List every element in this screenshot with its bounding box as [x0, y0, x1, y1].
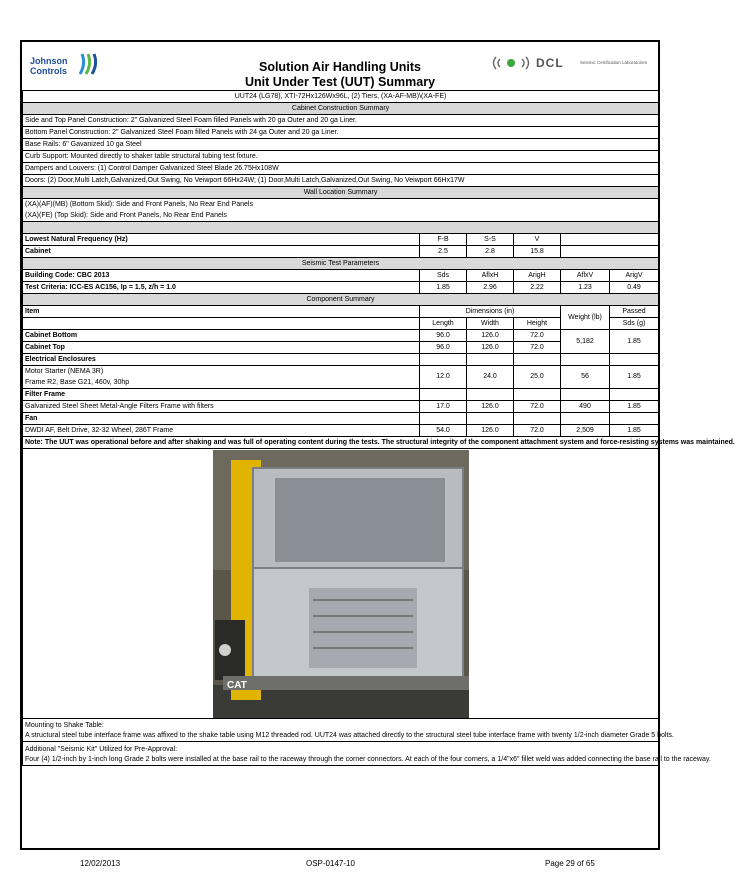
title-line2: Unit Under Test (UUT) Summary: [244, 75, 436, 89]
section-seismic-params: Seismic Test Parameters: [23, 258, 659, 270]
construction-row: Doors: (2) Door,Multi Latch,Galvanized,Out Swing, No Veiwport 66Hx24W; (1) Door,Multi Latch,Galvanized,Out Swing, No Veiwport 66Hx17W: [23, 175, 659, 187]
report-page: [20, 40, 735, 850]
seismic-value: 2.22: [514, 282, 561, 294]
component-length: 96.0: [420, 342, 467, 354]
component-height: 72.0: [514, 401, 561, 413]
construction-row: Dampers and Louvers: (1) Control Damper Galvanized Steel Blade 26.75Hx108W: [23, 163, 659, 175]
component-group: Filter Frame: [23, 389, 420, 401]
width-header: Width: [467, 318, 514, 330]
dcl-logo: [490, 56, 660, 70]
seismic-header: AflxV: [561, 270, 610, 282]
construction-row: Curb Support: Mounted directly to shaker table structural tubing test fixture.: [23, 151, 659, 163]
freq-value-fb: 2.5: [420, 246, 467, 258]
height-header: Height: [514, 318, 561, 330]
component-length: 12.0: [420, 366, 467, 389]
cabinet-sds: 1.85: [610, 330, 659, 354]
seismic-value: 0.49: [610, 282, 659, 294]
freq-header-ss: S-S: [467, 234, 514, 246]
seismic-value: 2.96: [467, 282, 514, 294]
building-code: Building Code: CBC 2013: [23, 270, 420, 282]
footer-date: 12/02/2013: [80, 859, 121, 868]
seismic-value: 1.85: [420, 282, 467, 294]
component-name: Galvanized Steel Sheet Metal-Angle Filters Frame with filters: [23, 401, 420, 413]
component-height: 72.0: [514, 425, 561, 437]
component-name: DWDI AF, Belt Drive, 32-32 Wheel, 286T Frame: [23, 425, 420, 437]
photo-cat-text: CAT: [226, 680, 247, 691]
component-width: 24.0: [467, 366, 514, 389]
component-name: Motor Starter (NEMA 3R): [23, 366, 420, 378]
uut-photo: [213, 450, 469, 718]
seismic-kit-section: [23, 742, 711, 766]
construction-row: Bottom Panel Construction: 2" Galvanized Steel Foam filled Panels with 24 ga Outer and 20 ga Liner.: [23, 127, 659, 139]
spacer-row: [23, 222, 659, 234]
section-component: Component Summary: [23, 294, 659, 306]
dimensions-header: Dimensions (in): [420, 306, 561, 318]
seismic-header: Sds: [420, 270, 467, 282]
cabinet-weight: 5,182: [561, 330, 610, 354]
seismic-kit-text: Four (4) 1/2-inch by 1-inch long Grade 2 bolts were installed at the base rail to the raceway through the corner connectors. At each of the four corners, a 1/4"x6" fillet weld was added connecting the base rail to the raceway.: [25, 756, 711, 763]
component-length: 17.0: [420, 401, 467, 413]
footer-page-number: Page 29 of 65: [545, 859, 595, 868]
component-group: Electrical Enclosures: [23, 354, 420, 366]
footer-doc-number: OSP-0147-10: [306, 859, 355, 868]
mounting-text: A structural steel tube interface frame was affixed to the shake table using M12 threaded rod. UUT24 was attached directly to the structural steel tube interface frame with twenty 1/2-inch diameter Grade 5 bolts.: [25, 732, 674, 739]
frequency-label: Lowest Natural Frequency (Hz): [23, 234, 420, 246]
weight-header: Weight (lb): [561, 306, 610, 330]
freq-value-ss: 2.8: [467, 246, 514, 258]
item-header: Item: [23, 306, 420, 318]
freq-value-v: 15.8: [514, 246, 561, 258]
component-height: 25.0: [514, 366, 561, 389]
component-height: 72.0: [514, 330, 561, 342]
title-line1: Solution Air Handling Units: [258, 60, 422, 74]
component-length: 54.0: [420, 425, 467, 437]
wall-location-row: (XA)(AF)(MB) (Bottom Skid): Side and Front Panels, No Rear End Panels: [23, 199, 659, 211]
component-name: Cabinet Top: [23, 342, 420, 354]
dcl-logo-subtitle: Seismic Certification Laboratories: [580, 60, 648, 65]
freq-header-fb: F-B: [420, 234, 467, 246]
construction-row: Base Rails: 6" Gavanized 10 ga Steel: [23, 139, 659, 151]
component-group: Fan: [23, 413, 420, 425]
mounting-section: [23, 719, 674, 742]
note-text: Note: The UUT was operational before and after shaking and was full of operating content during the tests. The structural integrity of the component attachment system and force-resisting systems was maintained.: [23, 437, 659, 449]
jc-logo-line2: Controls: [30, 66, 67, 76]
uut-summary-table: [22, 90, 735, 766]
dcl-signal-icon: [490, 56, 532, 70]
construction-row: Side and Top Panel Construction: 2" Galvanized Steel Foam filled Panels with 20 ga Outer and 20 ga Liner.: [23, 115, 659, 127]
component-name: Cabinet Bottom: [23, 330, 420, 342]
component-weight: 2,509: [561, 425, 610, 437]
uut-line: UUT24 (LG78), XTI-72Hx126Wx96L, (2) Tiers, (XA-AF-MB)\(XA-FE): [23, 91, 659, 103]
photo-cell: [23, 449, 659, 719]
report-header: [22, 42, 658, 90]
component-weight: 490: [561, 401, 610, 413]
component-height: 72.0: [514, 342, 561, 354]
dcl-logo-text: DCL: [536, 56, 564, 70]
section-wall-location: Wall Location Summary: [23, 187, 659, 199]
seismic-kit-title: Additional "Seismic Kit" Utilized for Pre-Approval:: [25, 746, 178, 753]
component-sds: 1.85: [610, 425, 659, 437]
test-criteria: Test Criteria: ICC-ES AC156, Ip = 1.5, z/h = 1.0: [23, 282, 420, 294]
seismic-value: 1.23: [561, 282, 610, 294]
component-sds: 1.85: [610, 366, 659, 389]
component-width: 126.0: [467, 425, 514, 437]
seismic-header: AflxH: [467, 270, 514, 282]
freq-header-v: V: [514, 234, 561, 246]
component-detail: Frame R2, Base G21, 460v, 30hp: [23, 377, 420, 389]
length-header: Length: [420, 318, 467, 330]
passed-header: Passed: [610, 306, 659, 318]
jc-logo-line1: Johnson: [30, 56, 68, 66]
wall-location-row: (XA)(FE) (Top Skid): Side and Front Panels, No Rear End Panels: [23, 210, 659, 222]
component-sds: 1.85: [610, 401, 659, 413]
component-width: 126.0: [467, 342, 514, 354]
component-length: 96.0: [420, 330, 467, 342]
component-weight: 56: [561, 366, 610, 389]
component-width: 126.0: [467, 401, 514, 413]
section-cabinet-construction: Cabinet Construction Summary: [23, 103, 659, 115]
seismic-header: ArigV: [610, 270, 659, 282]
mounting-title: Mounting to Shake Table:: [25, 722, 104, 729]
seismic-header: ArigH: [514, 270, 561, 282]
frequency-row-label: Cabinet: [23, 246, 420, 258]
component-width: 126.0: [467, 330, 514, 342]
sds-header: Sds (g): [610, 318, 659, 330]
